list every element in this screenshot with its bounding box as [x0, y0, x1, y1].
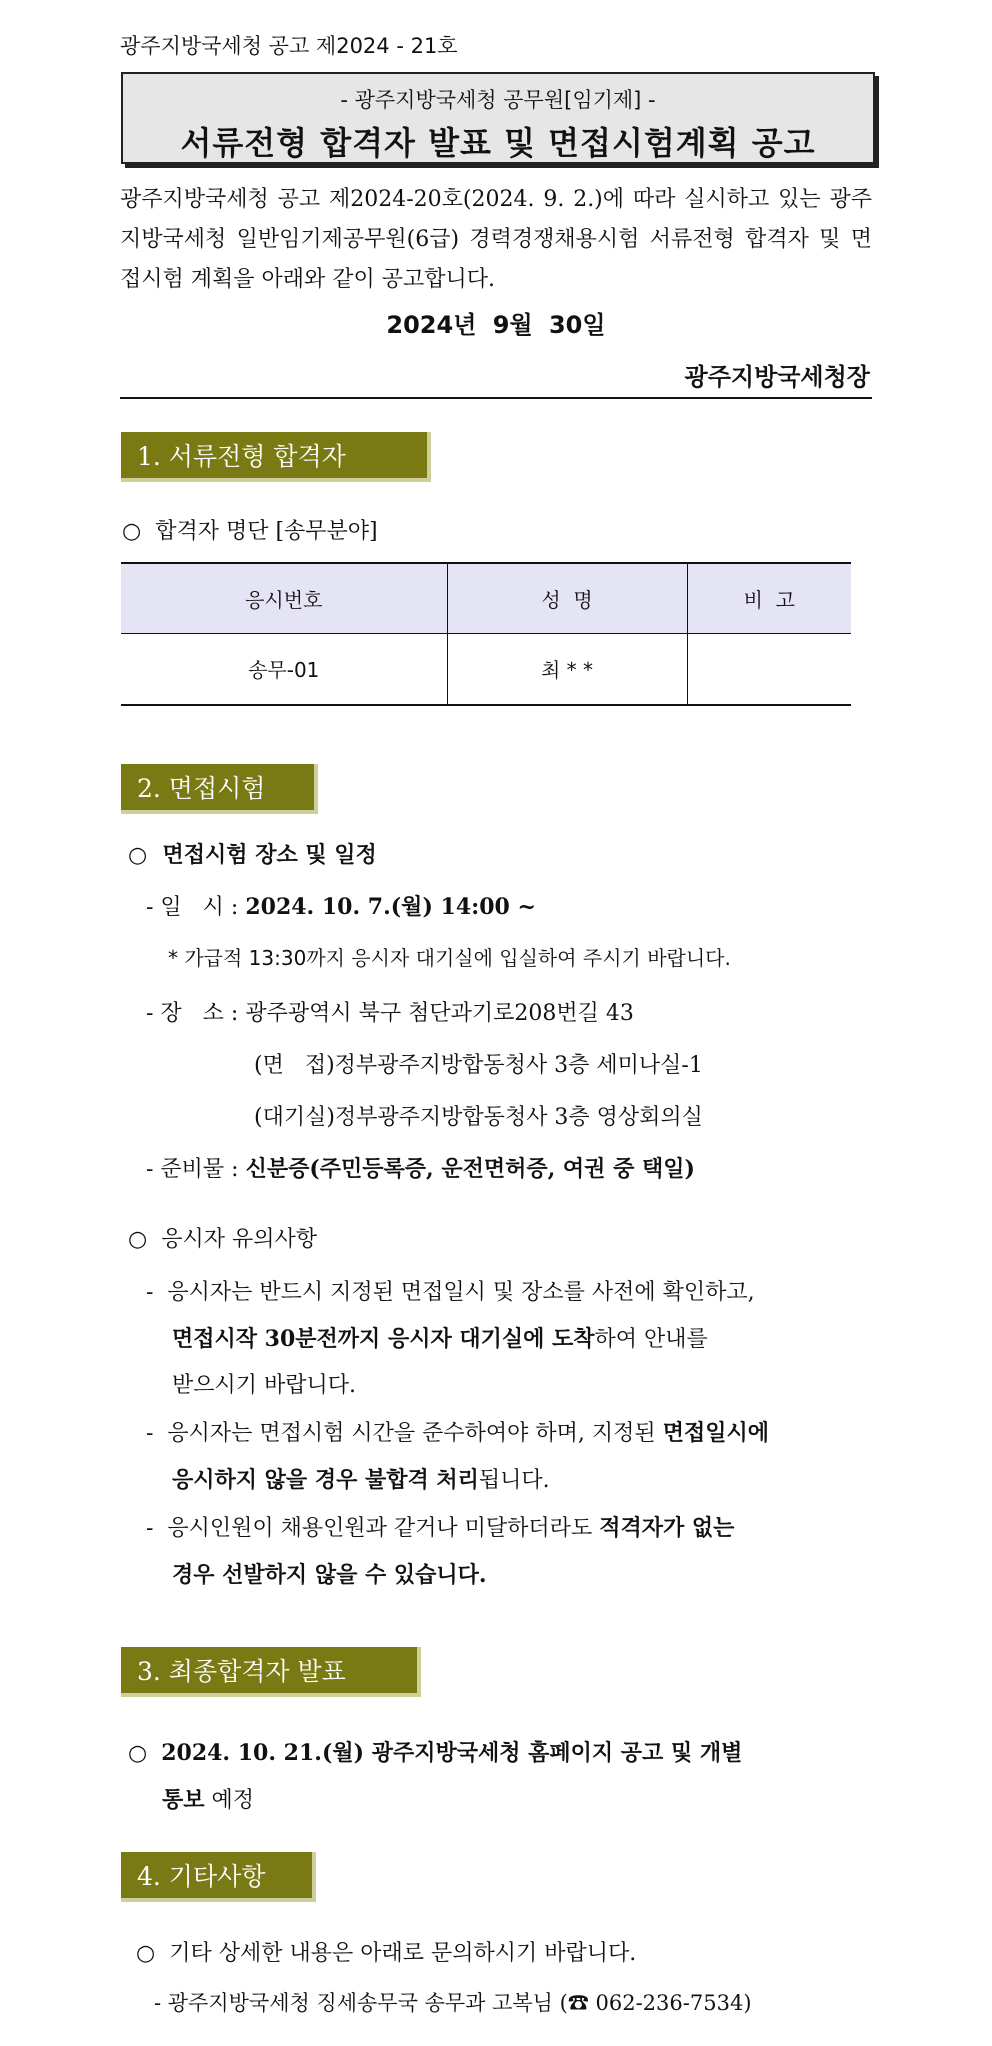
table-header-row	[121, 563, 851, 633]
schedule-title: 면접시험 장소 및 일정	[162, 842, 377, 868]
divider	[120, 397, 872, 399]
notice2-bold-b: 응시하지 않을 경우 불합격 처리	[172, 1467, 479, 1493]
contact-end: )	[743, 1991, 752, 2015]
notice2-line-b: 됩니다.	[478, 1468, 550, 1493]
table-row	[121, 633, 851, 705]
items-label: - 준비물 :	[146, 1157, 239, 1182]
items-value: 신분증(주민등록증, 운전면허증, 여권 중 택일)	[245, 1156, 695, 1182]
circle-bullet-icon: ○	[136, 1941, 156, 1966]
notice1-line-c: 받으시기 바랍니다.	[172, 1373, 357, 1398]
circle-bullet-icon: ○	[128, 1227, 148, 1252]
section-heading-2: 2. 면접시험	[121, 764, 318, 814]
place-label: - 장 소 :	[146, 1001, 239, 1026]
final-result-line2: 예정	[204, 1788, 255, 1813]
notice-title-row	[128, 1222, 317, 1253]
roster-table	[121, 562, 851, 706]
notice2-line-a: 응시자는 면접시험 시간을 준수하여야 하며, 지정된	[167, 1421, 656, 1446]
notice3-bold-a: 적격자가 없는	[599, 1515, 735, 1541]
final-result-line2-bold: 통보	[162, 1787, 205, 1813]
cell-exam-number: 송무-01	[121, 633, 447, 705]
final-result-notice	[128, 1730, 874, 1824]
notice-title: 응시자 유의사항	[161, 1227, 317, 1252]
other-info-line: 기타 상세한 내용은 아래로 문의하시기 바랍니다.	[169, 1941, 637, 1966]
place-interview: (면 접)정부광주지방합동청사 3층 세미나실-1	[254, 1053, 703, 1078]
page-title: 서류전형 합격자 발표 및 면접시험계획 공고	[180, 124, 816, 162]
section-heading-1: 1. 서류전형 합격자	[121, 432, 431, 482]
place-waiting: (대기실)정부광주지방합동청사 3층 영상회의실	[254, 1105, 703, 1130]
items-row	[146, 1152, 695, 1183]
notice3-bold-b: 경우 선발하지 않을 수 있습니다.	[172, 1562, 487, 1588]
place-row	[146, 996, 634, 1027]
datetime-label: - 일 시 :	[146, 895, 239, 920]
roster-title-row	[122, 514, 378, 545]
roster-title: 합격자 명단 [송무분야]	[155, 519, 378, 544]
intro-paragraph: 광주지방국세청 공고 제2024-20호(2024. 9. 2.)에 따라 실시하고 있는 광주지방국세청 일반임기제공무원(6급) 경력경쟁채용시험 서류전형 합격자 및 면접시험 계획을 아래와 같이 공고합니다.	[120, 187, 872, 292]
final-result-line1: 2024. 10. 21.(월) 광주지방국세청 홈페이지 공고 및 개별	[161, 1740, 743, 1766]
notice3-line-a: 응시인원이 채용인원과 같거나 미달하더라도	[167, 1516, 593, 1541]
notice2-bold-a: 면접일시에	[662, 1420, 769, 1446]
circle-bullet-icon: ○	[128, 1741, 148, 1766]
section-heading-4: 4. 기타사항	[121, 1852, 316, 1902]
header-remarks: 비 고	[687, 563, 851, 633]
datetime-note: * 가급적 13:30까지 응시자 대기실에 입실하여 주시기 바랍니다.	[168, 946, 731, 970]
schedule-title-row	[128, 838, 377, 869]
notice1-bold: 면접시작 30분전까지 응시자 대기실에 도착	[172, 1326, 595, 1352]
circle-bullet-icon: ○	[128, 842, 148, 868]
organization-name: 광주지방국세청장	[684, 363, 870, 391]
contact-person: - 광주지방국세청 징세송무국 송무과 고복님 (	[154, 1991, 568, 2015]
telephone-icon: ☎	[567, 1991, 589, 2015]
announcement-date: 2024년 9월 30일	[386, 311, 606, 339]
datetime-row	[146, 890, 536, 921]
title-subtitle: - 광주지방국세청 공무원[임기제] -	[340, 88, 656, 112]
other-info-row	[136, 1936, 636, 1967]
notice-item-1: - 응시자는 반드시 지정된 면접일시 및 장소를 사전에 확인하고, 면접시작 30분전까지 응시자 대기실에 도착하여 안내를 받으시기 바랍니다.	[146, 1270, 874, 1409]
notice-item-3: - 응시인원이 채용인원과 같거나 미달하더라도 적격자가 없는 경우 선발하지 않을 수 있습니다.	[146, 1515, 735, 1588]
notice1-line-b: 하여 안내를	[594, 1327, 708, 1352]
header-exam-number: 응시번호	[121, 563, 447, 633]
circle-bullet-icon: ○	[122, 519, 142, 544]
place-address: 광주광역시 북구 첨단과기로208번길 43	[245, 1001, 634, 1026]
section-heading-3: 3. 최종합격자 발표	[121, 1647, 421, 1697]
title-box	[121, 72, 875, 164]
header-name: 성 명	[447, 563, 687, 633]
cell-name: 최 * *	[447, 633, 687, 705]
cell-remarks	[687, 633, 851, 705]
notice1-line-a: 응시자는 반드시 지정된 면접일시 및 장소를 사전에 확인하고,	[167, 1280, 755, 1305]
datetime-value: 2024. 10. 7.(월) 14:00 ~	[245, 894, 536, 920]
contact-row	[154, 1987, 752, 2017]
notice-item-2: - 응시자는 면접시험 시간을 준수하여야 하며, 지정된 면접일시에 응시하지 않을 경우 불합격 처리됩니다.	[146, 1420, 769, 1493]
document-number: 광주지방국세청 공고 제2024 - 21호	[120, 34, 458, 58]
contact-phone: 062-236-7534	[595, 1991, 744, 2015]
